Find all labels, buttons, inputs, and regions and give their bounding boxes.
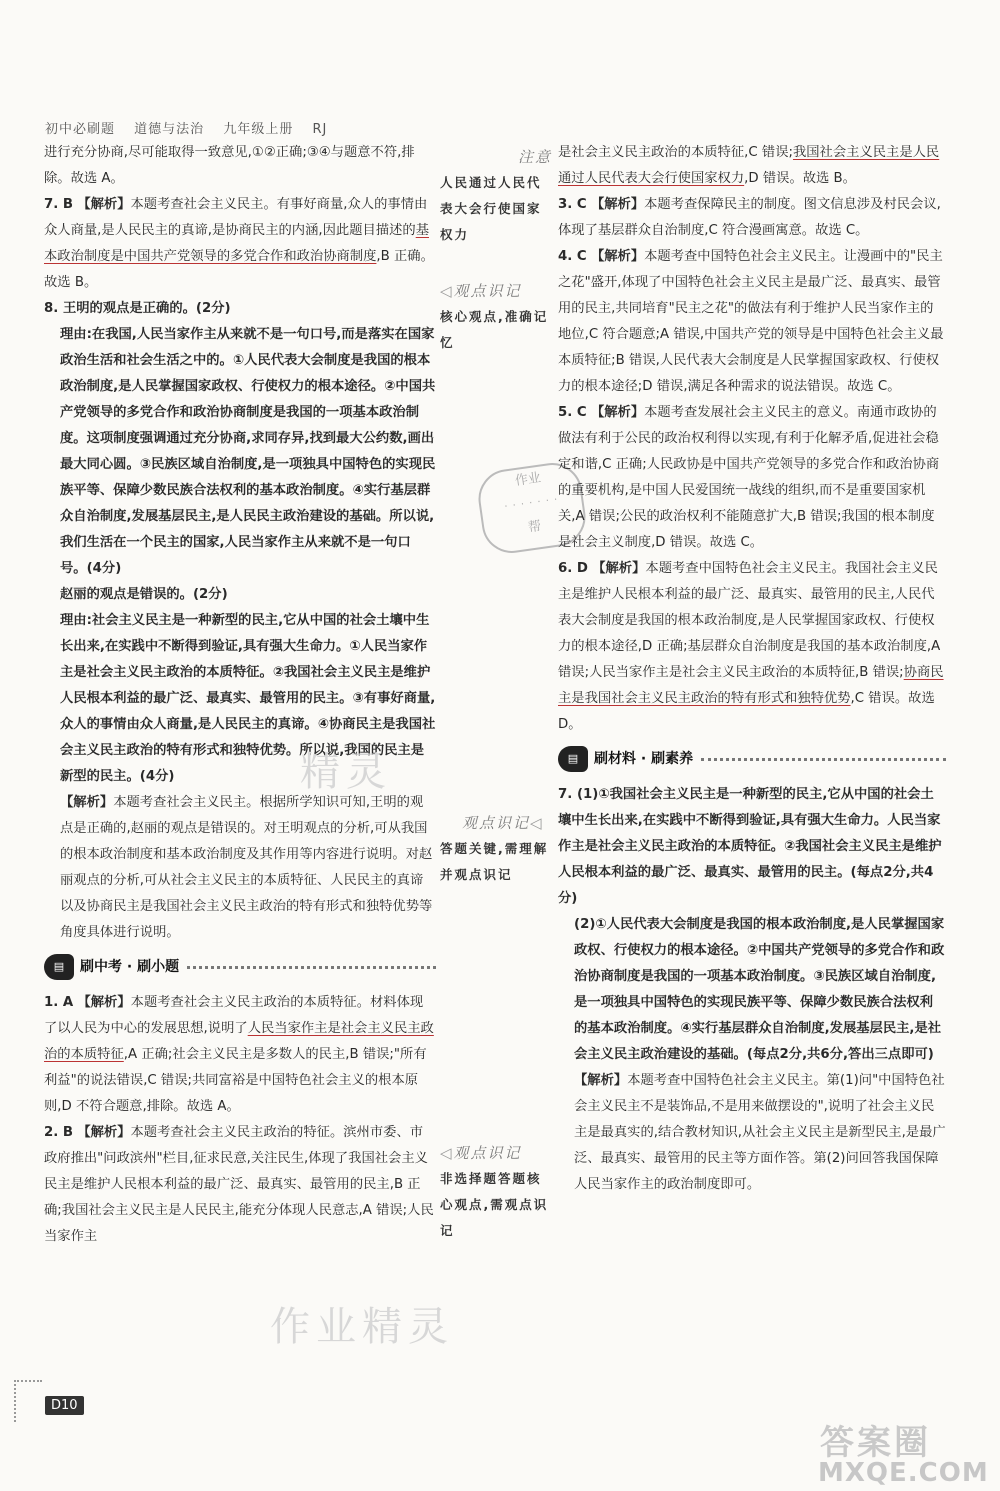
answer-text: 本题考查社会主义民主。有事好商量,众人的事情由众人商量,是人民民主的真谛,是协商民主的内涵,因此题目描述的	[44, 197, 428, 238]
answer-8-reason1: 理由:在我国,人民当家作主从来就不是一句口号,而是落实在国家政治生活和社会生活之中的。①人民代表大会制度是我国的根本政治制度,是人民掌握国家政权、行使权力的根本途径。②中国共产党领导的多党合作和政治协商制度是我国的一项基本政治制度。这项制度强调通过充分协商,求同存异,找到最大公约数,画出最大同心圆。③民族区域自治制度,是一项独具中国特色的实现民族平等、保障少数民族合法权利的基本政治制度。④实行基层群众自治制度,发展基层民主,是人民民主政治建设的基础。所以说,我们生活在一个民主的国家,人民当家作主从来就不是一句口号。(4分)	[60, 327, 436, 576]
answer-7-analysis: 【解析】本题考查中国特色社会主义民主。第(1)问"中国特色社会主义民主不是装饰品,不是用来做摆设的",说明了社会主义民主是最真实的,结合教材知识,从社会主义民主是新型民主,是最广泛、最真实、最管用的民主等方面作答。第(2)问回答我国保障人民当家作主的政治制度即可。	[574, 1073, 946, 1192]
header-grade: 九年级上册	[223, 122, 294, 137]
answer-number: 8.	[44, 301, 59, 316]
page-number: D10	[45, 1396, 84, 1415]
answer-number: 1. A	[44, 995, 74, 1010]
section-heading-exam	[44, 954, 436, 980]
margin-note-viewpoint-2: 观点识记◁ 答题关键,需理解并观点识记	[440, 814, 549, 882]
section-title: 刷材料 · 刷素养	[594, 751, 694, 767]
running-header	[45, 118, 341, 137]
underlined-text: 协商民主是我国社会主义民主政治的特有形式和独特优势	[558, 665, 944, 706]
book-icon: ▤	[558, 746, 588, 772]
answer-continuation: 进行充分协商,尽可能取得一致意见,①②正确;③④与题意不符,排除。故选 A。	[44, 145, 415, 186]
exam-answer-1: 1. A 【解析】本题考查社会主义民主政治的本质特征。材料体现了以人民为中心的发展思想,说明了人民当家作主是社会主义民主政治的本质特征,A 正确;社会主义民主是多数人的民主,B 错误;"所有利益"的说法错误,C 错误;共同富裕是中国特色社会主义的根本原则,D 不符合题意,排除。故选 A。	[44, 995, 434, 1114]
header-book: 初中必刷题	[45, 122, 116, 137]
answer-number: 7.	[558, 787, 573, 802]
answer-continuation: 是社会主义民主政治的本质特征,C 错误;我国社会主义民主是人民通过人民代表大会行使国家权力,D 错误。故选 B。	[558, 145, 940, 186]
header-edition: RJ	[312, 122, 328, 137]
book-icon: ▤	[44, 954, 74, 980]
answer-8-view2: 赵丽的观点是错误的。(2分)	[60, 587, 228, 602]
margin-note-viewpoint-1: ◁观点识记 核心观点,准确记忆	[440, 282, 549, 350]
header-subject: 道德与法治	[134, 122, 205, 137]
answer-number: 4. C	[558, 249, 587, 264]
homework-stamp: 作业 · · · · · · · 帮	[475, 459, 590, 557]
analysis-tag: 【解析】	[592, 561, 646, 576]
answer-4: 4. C 【解析】本题考查中国特色社会主义民主。让漫画中的"民主之花"盛开,体现了中国特色社会主义民主是最广泛、最真实、最管用的民主,共同培育"民主之花"的做法有利于维护人民当家作主的地位,C 符合题意;A 错误,中国共产党的领导是中国特色社会主义最本质特征;B 错误,人民代表大会制度是人民掌握国家政权、行使权力的根本途径;D 错误,满足各种需求的说法错误。故选 C。	[558, 249, 944, 394]
underlined-text: 基本政治制度是中国共产党领导的多党合作和政治协商制度	[44, 223, 429, 264]
margin-note-attention: 注意 人民通过人民代表大会行使国家权力	[440, 148, 552, 242]
dotted-rule	[701, 758, 946, 761]
dotted-rule	[187, 966, 436, 969]
answer-number: 2. B	[44, 1125, 74, 1140]
analysis-tag: 【解析】	[574, 1073, 628, 1088]
arrow-left-icon: ◁	[440, 1144, 454, 1162]
answer-8-analysis: 【解析】本题考查社会主义民主。根据所学知识可知,王明的观点是正确的,赵丽的观点是错误的。对王明观点的分析,可从我国的根本政治制度和基本政治制度及其作用等内容进行说明。对赵丽观点的分析,可从社会主义民主的本质特征、人民民主的真谛以及协商民主是我国社会主义民主政治的特有形式和独特优势等角度具体进行说明。	[60, 795, 433, 940]
right-column	[558, 140, 946, 1198]
analysis-tag: 【解析】	[590, 197, 645, 212]
site-logo: 答案圈	[820, 1423, 931, 1463]
watermark: 作业精灵	[270, 1304, 454, 1350]
left-column	[44, 140, 436, 1250]
watermark: 精灵	[300, 749, 392, 795]
arrow-right-icon: ◁	[530, 814, 544, 832]
answer-7	[44, 192, 436, 296]
section-heading-material	[558, 746, 946, 772]
answer-8-view1: 8. 王明的观点是正确的。(2分)	[44, 301, 231, 316]
answer-number: 5. C	[558, 405, 587, 420]
analysis-tag: 【解析】	[77, 995, 131, 1010]
answer-8-reason2: 理由:社会主义民主是一种新型的民主,它从中国的社会土壤中生长出来,在实践中不断得到验证,具有强大生命力。①人民当家作主是社会主义民主政治的本质特征。②我国社会主义民主是维护人民根本利益的最广泛、最真实、最管用的民主。③有事好商量,众人的事情由众人商量,是人民民主的真谛。④协商民主是我国社会主义民主政治的特有形式和独特优势。所以说,我国的民主是新型的民主。(4分)	[60, 613, 436, 784]
answer-text: ,B 正确。故选 B。	[44, 249, 434, 290]
answer-7-part1: 7. (1)①我国社会主义民主是一种新型的民主,它从中国的社会土壤中生长出来,在实践中不断得到验证,具有强大生命力。人民当家作主是社会主义民主政治的本质特征。②我国社会主义民主是维护人民根本利益的最广泛、最真实、最管用的民主。(每点2分,共4分)	[558, 787, 942, 906]
site-url: MXQE.COM	[818, 1458, 989, 1488]
answer-7-part2: (2)①人民代表大会制度是我国的根本政治制度,是人民掌握国家政权、行使权力的根本途径。②中国共产党领导的多党合作和政治协商制度是我国的一项基本政治制度。③民族区域自治制度,是一项独具中国特色的实现民族平等、保障少数民族合法权利的基本政治制度。④实行基层群众自治制度,发展基层民主,是社会主义民主政治建设的基础。(每点2分,共6分,答出三点即可)	[574, 917, 945, 1062]
underlined-text: 人民当家作主是社会主义民主政治的本质特征	[44, 1021, 434, 1062]
answer-number: 3. C	[558, 197, 587, 212]
analysis-tag: 【解析】	[590, 405, 645, 420]
answer-3: 3. C 【解析】本题考查保障民主的制度。图文信息涉及村民会议,体现了基层群众自治制度,C 符合漫画寓意。故选 C。	[558, 197, 941, 238]
analysis-tag: 【解析】	[77, 197, 131, 212]
page-number-bracket	[14, 1380, 42, 1422]
answer-6: 6. D 【解析】本题考查中国特色社会主义民主。我国社会主义民主是维护人民根本利益的最广泛、最真实、最管用的民主,人民代表大会制度是我国的根本政治制度,是人民掌握国家政权、行使权力的根本途径,D 正确;基层群众自治制度是我国的基本政治制度,A 错误;人民当家作主是社会主义民主政治的本质特征,B 错误;协商民主是我国社会主义民主政治的特有形式和独特优势,C 错误。故选 D。	[558, 561, 944, 732]
answer-5: 5. C 【解析】本题考查发展社会主义民主的意义。南通市政协的做法有利于公民的政治权利得以实现,有利于化解矛盾,促进社会稳定和谐,C 正确;人民政协是中国共产党领导的多党合作和政治协商的重要机构,是中国人民爱国统一战线的组织,而不是重要国家机关,A 错误;公民的政治权利不能随意扩大,B 错误;我国的根本制度是社会主义制度,D 错误。故选 C。	[558, 405, 940, 550]
analysis-tag: 【解析】	[60, 795, 114, 810]
margin-note-viewpoint-3: ◁观点识记 非选择题答题核心观点,需观点识记	[440, 1144, 549, 1238]
arrow-left-icon: ◁	[440, 282, 454, 300]
analysis-tag: 【解析】	[590, 249, 645, 264]
answer-number: 7. B	[44, 197, 74, 212]
underlined-text: 我国社会主义民主是人民通过人民代表大会行使国家权力	[558, 145, 940, 186]
answer-number: 6. D	[558, 561, 588, 576]
section-title: 刷中考 · 刷小题	[80, 959, 180, 975]
exam-answer-2: 2. B 【解析】本题考查社会主义民主政治的特征。滨州市委、市政府推出"问政滨州"栏目,征求民意,关注民生,体现了我国社会主义民主是维护人民根本利益的最广泛、最真实、最管用的民主,B 正确;我国社会主义民主是人民民主,能充分体现人民意志,A 错误;人民当家作主	[44, 1125, 434, 1244]
analysis-tag: 【解析】	[77, 1125, 131, 1140]
